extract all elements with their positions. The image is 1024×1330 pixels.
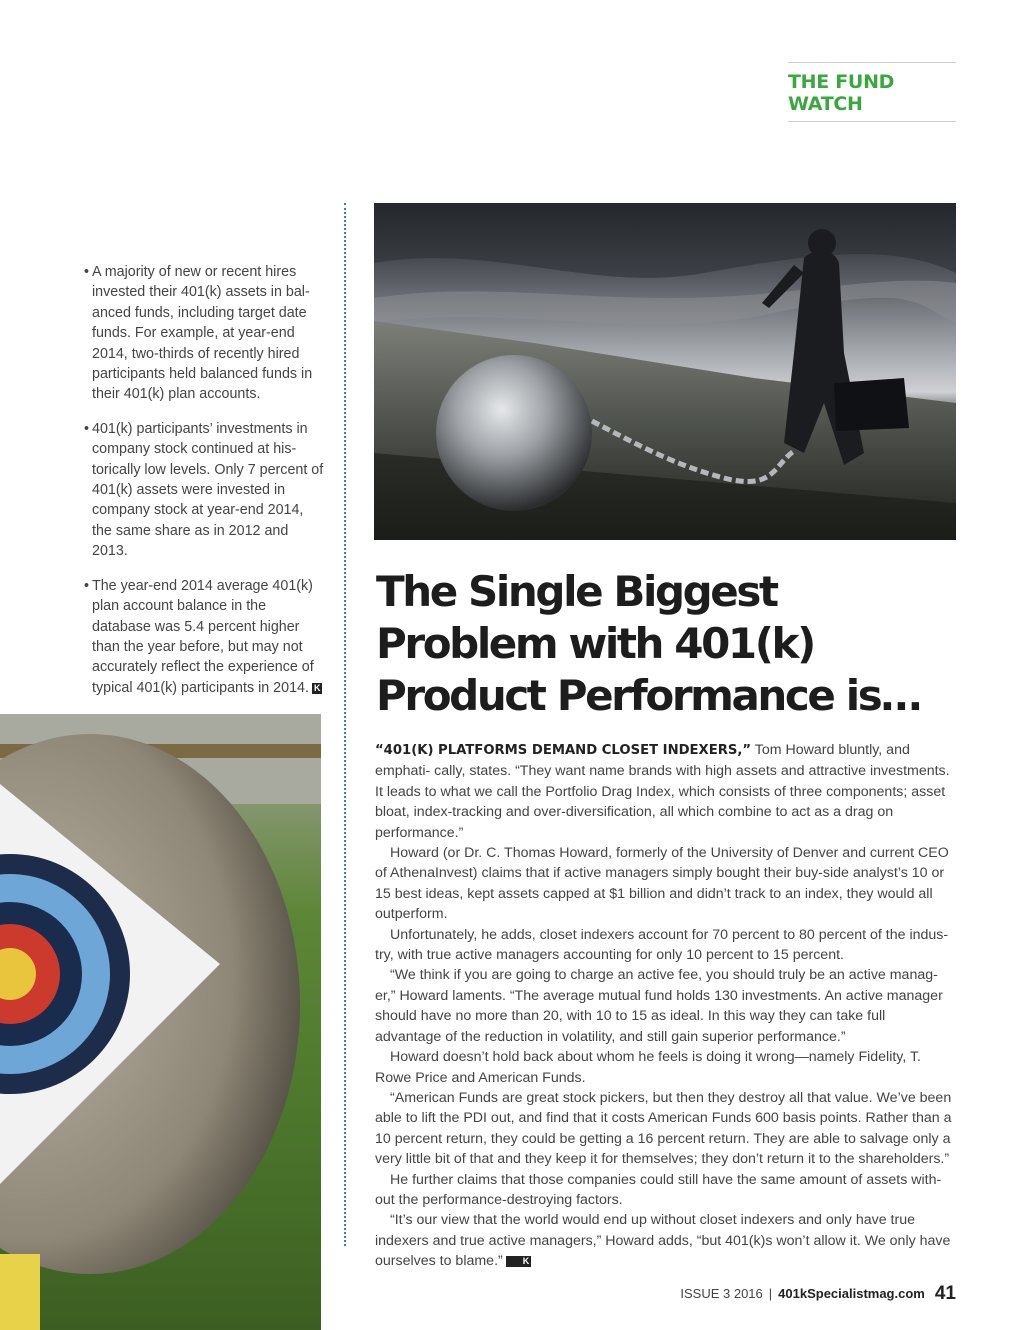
bullet-text: The year-end 2014 average 401(k) plan account balance in the database was 5.4 percent higher than the year before, but may not accurately reflect the experience of typical 401(k) participants in 2014. xyxy=(92,577,314,696)
article-paragraph: He further claims that those companies could still have the same amount of assets with- out the performance-destroying factors. xyxy=(375,1171,942,1208)
end-mark-icon: K xyxy=(313,682,321,693)
sidebar-bullet xyxy=(85,576,325,698)
article-paragraph: Unfortunately, he adds, closet indexers account for 70 percent to 80 percent of the indus- try, with true active managers accounting for only 10 percent to 15 percent. xyxy=(375,926,949,964)
page-footer xyxy=(600,1283,956,1305)
article-paragraph xyxy=(375,740,955,843)
sidebar-bullet xyxy=(85,419,325,562)
article-paragraph: Howard doesn’t hold back about whom he feels is doing it wrong—namely Fidelity, T. Rowe Price and American Funds. xyxy=(375,1049,921,1086)
section-label xyxy=(788,62,956,122)
end-mark-icon: K xyxy=(506,1256,532,1267)
man-with-ball-and-chain-photo xyxy=(374,203,956,540)
bullet-text: A majority of new or recent hires invested their 401(k) assets in bal- anced funds, including target date funds. For example, at year-end 2014, two-thirds of recently hired participants held balanced funds in their 401(k) plan accounts. xyxy=(92,264,313,403)
sidebar-bullet xyxy=(85,262,325,405)
photo-illustration xyxy=(0,714,321,1330)
issue-label: ISSUE 3 2016 xyxy=(680,1286,763,1301)
website-link[interactable]: 401kSpecialistmag.com xyxy=(778,1286,925,1301)
photo-illustration xyxy=(374,203,956,540)
page-number: 41 xyxy=(934,1283,956,1304)
bullet-text: 401(k) participants’ investments in company stock continued at his- torically low levels. Only 7 percent of 401(k) assets were invested in company stock at year-end 2014, the same share as in 2012 and 2013. xyxy=(92,420,324,560)
article-body xyxy=(375,740,955,1272)
article-paragraph: Howard (or Dr. C. Thomas Howard, formerly of the University of Denver and current CEO of AthenaInvest) claims that if active managers simply bought their buy-side analyst’s 10 or 15 best ideas, kept assets capped at $1 billion and didn’t track to an index, they would all outperform. xyxy=(375,845,949,923)
archery-target-photo xyxy=(0,714,321,1330)
column-divider xyxy=(344,203,346,1246)
article-paragraph xyxy=(375,1210,955,1271)
article-paragraph: “American Funds are great stock pickers, but then they destroy all that value. We’ve been able to lift the PDI out, and find that it costs American Funds 600 basis points. Rather than a 10 percent return, they could be getting a 16 percent return. They are able to salvage only a very little bit of that and they keep it for themselves; they don’t return it to the shareholders.” xyxy=(375,1089,952,1168)
article-paragraph-text: Tom Howard bluntly, and emphati- cally, states. “They want name brands with high assets and attractive investments. It leads to what we call the Portfolio Drag Index, which consists of three components; asset bloat, index-tracking and over-diversification, all which combine to act as a drag on performance.” xyxy=(375,742,950,841)
article-lead: “401(K) PLATFORMS DEMAND CLOSET INDEXERS,” xyxy=(375,743,752,758)
article-paragraph-text: “It’s our view that the world would end up without closet indexers and only have true indexers and true active managers,” Howard adds, “but 401(k)s won’t allow it. We only have ourselves to blame.” xyxy=(375,1212,951,1270)
article-paragraph: “We think if you are going to charge an active fee, you should truly be an active manag- er,” Howard laments. “The average mutual fund holds 130 investments. An active manager should have no more than 20, with 10 to 15 as ideal. In this way they can take full advantage of the reduction in volatility, and still gain superior performance.” xyxy=(375,967,943,1045)
sidebar-bullets xyxy=(85,262,325,712)
article-headline: The Single Biggest Problem with 401(k) Product Performance is… xyxy=(376,567,920,720)
section-label-text: THE FUND WATCH xyxy=(788,71,895,115)
footer-separator: | xyxy=(768,1286,773,1301)
